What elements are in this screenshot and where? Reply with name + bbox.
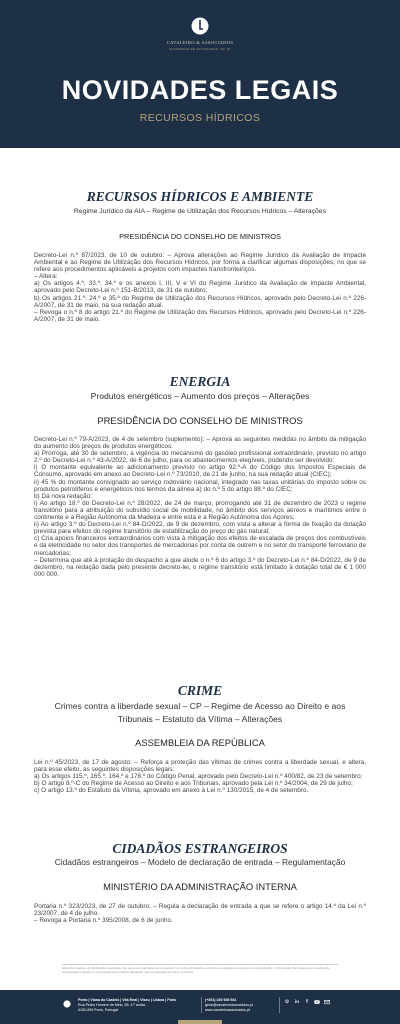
section-title-crime: CRIME bbox=[177, 683, 223, 698]
body-line: ii) 45 % do montante consignado ao serviço rodoviário nacional, integrado nas taxas unitárias do imposto sobre os produtos petrolíferos e energéticos nos termos da alínea a) do n.º 5 do artigo 88.º do CIEC; bbox=[34, 478, 366, 493]
footer-divider bbox=[279, 997, 280, 1013]
body-line: c) O artigo 13.º do Estatuto da Vítima, aprovado em anexo à Lei n.º 130/2015, de 4 de setembro. bbox=[34, 787, 309, 795]
logo-tagline: SOCIEDADE DE ADVOGADOS, SP, RL bbox=[168, 47, 232, 51]
footer-address-2: 4150-599 Porto, Portugal bbox=[78, 1007, 119, 1012]
facebook-icon[interactable]: f bbox=[306, 999, 308, 1005]
body-line: – Determina que até à prolação do despacho a que alude o n.º 6 do artigo 3.º do Decreto-Lei n.º 84-D/2022, de 9 de dezembro, na redação dada pelo presente decreto-lei, o regime transitório está limitado à dotação total de € 1 000 000 000. bbox=[34, 556, 366, 578]
body-line: i) O montante equivalente ao adicionamento previsto no artigo 92.º-A do Código dos Impostos Especiais de Consumo, aprovado em anexo ao Decreto-Lei n.º 73/2010, de 21 de junho, na sua redação atual (CIEC); bbox=[34, 464, 366, 479]
page-title: NOVIDADES LEGAIS bbox=[61, 75, 339, 105]
email-icon[interactable] bbox=[324, 999, 330, 1005]
body-line: Decreto-Lei n.º 87/2023, de 10 de outubro: – Aprova alterações ao Regime Jurídico da Avaliação de Impacte Ambiental e ao Regime de Utilização dos Recursos Hídricos, por forma a clarificar algumas disposições, no que se refere aos procedimentos aplicáveis a projetos com impactes transfronteiriços. bbox=[34, 252, 366, 274]
footer-accent-bar bbox=[178, 1020, 222, 1024]
body-line: b) Dá nova redação: bbox=[34, 492, 92, 500]
section-subtitle-estrangeiros: Cidadãos estrangeiros – Modelo de declaração de entrada – Regulamentação bbox=[54, 857, 346, 867]
footer-offices bbox=[78, 998, 198, 1012]
body-line: a) Os artigos 4.º, 33.º, 34.º e os anexos I, III, V e VI do Regime Jurídico da Avaliação de Impacte Ambiental, aprovado pelo Decreto-Lei n.º 151-B/2013, de 31 de outubro; bbox=[34, 280, 366, 295]
body-line: i) Ao artigo 18.º do Decreto-Lei n.º 28/2022, de 24 de março, prorrogando até 31 de dezembro de 2023 o regime transitório para a atribuição do subsídio social de mobilidade, no âmbito dos serviços aéreos e marítimos entre o continente e a Região Autónoma da Madeira e entre esta e a Região Autónoma dos Açores; bbox=[34, 499, 366, 522]
linkedin-icon[interactable]: in bbox=[295, 999, 299, 1004]
page-subtitle: RECURSOS HÍDRICOS bbox=[139, 112, 261, 124]
section-body-estrangeiros bbox=[34, 903, 366, 924]
body-line: – Altera: bbox=[34, 273, 58, 281]
section-subtitle-crime: Crimes contra a liberdade sexual – CP – Regime de Acesso ao Direito e aos Tribunais – Estatuto da Vítima – Alterações bbox=[54, 701, 346, 724]
section-body-energia bbox=[34, 436, 366, 578]
section-title-recursos: RECURSOS HÍDRICOS E AMBIENTE bbox=[86, 189, 314, 204]
body-line: Portaria n.º 323/2023, de 27 de outubro: – Regula a declaração de entrada a que se refere o artigo 14.º da Lei n.º 23/2007, de 4 de julho. bbox=[34, 903, 366, 918]
footer-contacts bbox=[205, 998, 275, 1012]
section-authority-energia: PRESIDÊNCIA DO CONSELHO DE MINISTROS bbox=[97, 415, 303, 426]
section-body-recursos bbox=[34, 252, 366, 323]
body-line: – Revoga a Portaria n.º 395/2008, de 6 de junho. bbox=[34, 917, 173, 925]
body-line: b) Os artigos 21.º, 24.º e 35.º do Regime de Utilização dos Recursos Hídricos, aprovado pelo Decreto-Lei n.º 226-A/2007, de 31 de maio, na sua redação atual. bbox=[34, 294, 366, 309]
footer-logo-icon bbox=[63, 1000, 71, 1008]
body-line: b) O artigo 8.º-C do Regime de Acesso ao Direito e aos Tribunais, aprovado pela Lei n.º 34/2004, de 29 de julho; bbox=[34, 780, 353, 788]
youtube-icon[interactable] bbox=[314, 999, 320, 1005]
logo-name: CAVALEIRO & ASSOCIADOS bbox=[166, 40, 234, 45]
footer-bar bbox=[0, 990, 400, 1024]
body-line: ii) Ao artigo 3.º do Decreto-Lei n.º 84-D/2022, de 9 de dezembro, com vista a alterar a forma de fixação da dotação prevista para efeitos do regime transitório de estabilização do preço do gás natural; bbox=[34, 521, 366, 536]
footer-divider bbox=[201, 997, 202, 1013]
section-title-estrangeiros: CIDADÃOS ESTRANGEIROS bbox=[112, 841, 288, 856]
footer-email[interactable]: geral@cavaleiroassociados.pt bbox=[205, 1002, 253, 1007]
section-subtitle-energia: Produtos energéticos – Aumento dos preços – Alterações bbox=[90, 391, 310, 401]
logo-c-icon bbox=[190, 16, 210, 36]
footer-website[interactable]: www.cavaleiroassociados.pt bbox=[205, 1007, 250, 1012]
body-line: a) Os artigos 115.º, 165.º, 164.º e 178.º do Código Penal, aprovado pelo Decreto-Lei n.º 400/82, de 23 de setembro; bbox=[34, 773, 363, 781]
section-title-energia: ENERGIA bbox=[169, 374, 231, 389]
body-line: c) Cria apoios financeiros extraordinários com vista à mitigação dos efeitos de escalada de preços dos combustíveis e da eletricidade no setor dos transportes de mercadorias por conta de outrem e no setor do transporte ferroviário de mercadorias; bbox=[34, 535, 366, 557]
disclaimer-text: Esta informação é de distribuição reservada, não deve ser entendida como qualquer forma de publicidade e encontra-se vedada a sua cópia sem autorização. A informação não dispensa a consulta dos textos legais originais e o aconselhamento jurídico adequado para a resolução de casos concretos. bbox=[62, 966, 330, 974]
body-line: a) Prorroga, até 30 de setembro, a vigência do mecanismo do gasóleo profissional extraordinário, previsto no artigo 2.º do Decreto-Lei n.º 43-A/2022, de 6 de julho, para os abastecimentos elegíveis, podendo ser devolvido: bbox=[34, 450, 366, 465]
section-subtitle-recursos: Regime Jurídico da AIA – Regime de Utilização dos Recursos Hídricos – Alterações bbox=[74, 208, 326, 215]
body-line: – Revoga o n.º 8 do artigo 21.º do Regime de Utilização dos Recursos Hídricos, aprovado pelo Decreto-Lei n.º 226-A/2007, de 31 de maio. bbox=[34, 308, 366, 323]
section-authority-recursos: PRESIDÊNCIA DO CONSELHO DE MINISTROS bbox=[119, 232, 281, 241]
divider bbox=[62, 964, 338, 965]
footer-address-1: Rua Pedro Homem de Melo, 55, 4.º andar, bbox=[78, 1002, 146, 1007]
section-authority-crime: ASSEMBLEIA DA REPÚBLICA bbox=[135, 737, 265, 748]
footer-offices-label: Porto | Viana do Castelo | Vila Real | Viseu | Lisboa | Paris bbox=[78, 998, 177, 1002]
footer-phone[interactable]: (+351) 220 945 941 bbox=[205, 998, 237, 1002]
body-line: Decreto-Lei n.º 79-A/2023, de 4 de setembro (suplemento): – Aprova as seguintes medidas no âmbito da mitigação do aumento dos preços de produtos energéticos: bbox=[34, 436, 366, 451]
settings-icon[interactable]: ⚙ bbox=[284, 999, 290, 1005]
section-body-crime bbox=[34, 759, 366, 794]
body-line: Lei n.º 45/2023, de 17 de agosto: – Reforça a proteção das vítimas de crimes contra a liberdade sexual, e altera, para esse efeito, as seguintes disposições legais: bbox=[34, 759, 366, 774]
section-authority-estrangeiros: MINISTÉRIO DA ADMINISTRAÇÃO INTERNA bbox=[103, 881, 297, 892]
